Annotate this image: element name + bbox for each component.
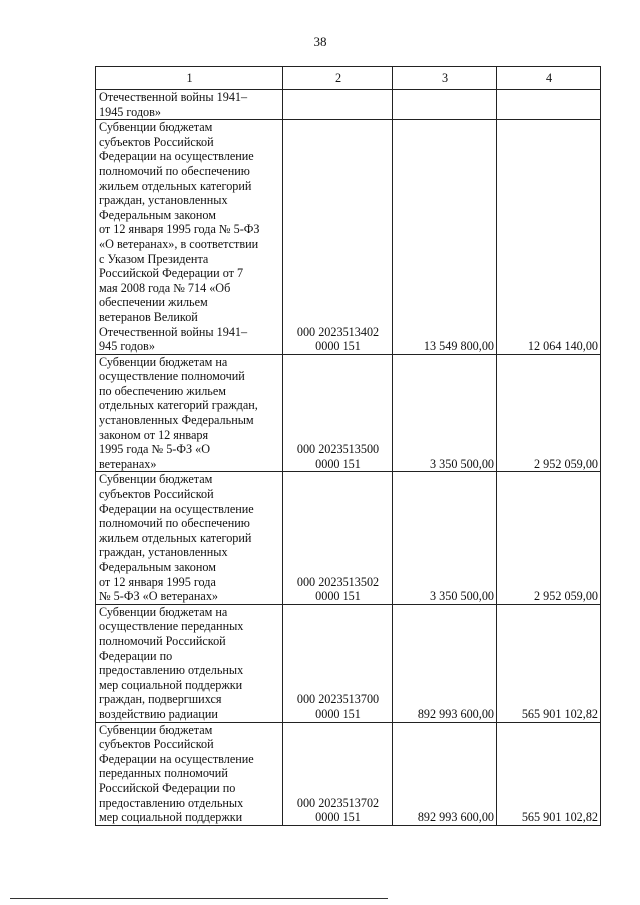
budget-table [95, 66, 601, 826]
row-value-3 [393, 90, 497, 120]
row-code: 000 2023513700 0000 151 [283, 604, 393, 722]
column-header-3: 3 [393, 67, 497, 90]
row-value-3: 892 993 600,00 [393, 722, 497, 825]
row-value-3: 13 549 800,00 [393, 120, 497, 355]
row-name: Субвенции бюджетам субъектов Российской Федерации на осуществление переданных полномочий Российской Федерации по предоставлению отдельных мер социальной поддержки [96, 722, 283, 825]
row-value-4: 565 901 102,82 [497, 604, 601, 722]
row-code: 000 2023513502 0000 151 [283, 472, 393, 604]
row-name: Отечественной войны 1941– 1945 годов» [96, 90, 283, 120]
footnote-divider [10, 898, 388, 899]
row-code [283, 90, 393, 120]
row-value-4 [497, 90, 601, 120]
column-header-1: 1 [96, 67, 283, 90]
row-value-4: 565 901 102,82 [497, 722, 601, 825]
row-name: Субвенции бюджетам субъектов Российской Федерации на осуществление полномочий по обеспечению жильем отдельных категорий граждан, установленных Федеральным законом от 12 января 1995 года № 5-ФЗ «О ветеранах», в соответствии с Указом Президента Российской Федерации от 7 мая 2008 года № 714 «Об обеспечении жильем ветеранов Великой Отечественной войны 1941– 945 годов» [96, 120, 283, 355]
row-code: 000 2023513500 0000 151 [283, 354, 393, 472]
row-value-4: 2 952 059,00 [497, 354, 601, 472]
row-name: Субвенции бюджетам на осуществление переданных полномочий Российской Федерации по предоставлению отдельных мер социальной поддержки граждан, подвергшихся воздействию радиации [96, 604, 283, 722]
table-row [96, 120, 601, 355]
row-code: 000 2023513402 0000 151 [283, 120, 393, 355]
table-row [96, 722, 601, 825]
table-row [96, 472, 601, 604]
row-value-3: 3 350 500,00 [393, 472, 497, 604]
table-header-row [96, 67, 601, 90]
table-row [96, 354, 601, 472]
row-value-4: 12 064 140,00 [497, 120, 601, 355]
column-header-2: 2 [283, 67, 393, 90]
row-value-4: 2 952 059,00 [497, 472, 601, 604]
column-header-4: 4 [497, 67, 601, 90]
table-row [96, 90, 601, 120]
row-name: Субвенции бюджетам субъектов Российской Федерации на осуществление полномочий по обеспечению жильем отдельных категорий граждан, установленных Федеральным законом от 12 января 1995 года № 5-ФЗ «О ветеранах» [96, 472, 283, 604]
row-value-3: 892 993 600,00 [393, 604, 497, 722]
page-number: 38 [313, 34, 327, 49]
row-name: Субвенции бюджетам на осуществление полномочий по обеспечению жильем отдельных категорий граждан, установленных Федеральным законом от 12 января 1995 года № 5-ФЗ «О ветеранах» [96, 354, 283, 472]
table-row [96, 604, 601, 722]
row-code: 000 2023513702 0000 151 [283, 722, 393, 825]
row-value-3: 3 350 500,00 [393, 354, 497, 472]
